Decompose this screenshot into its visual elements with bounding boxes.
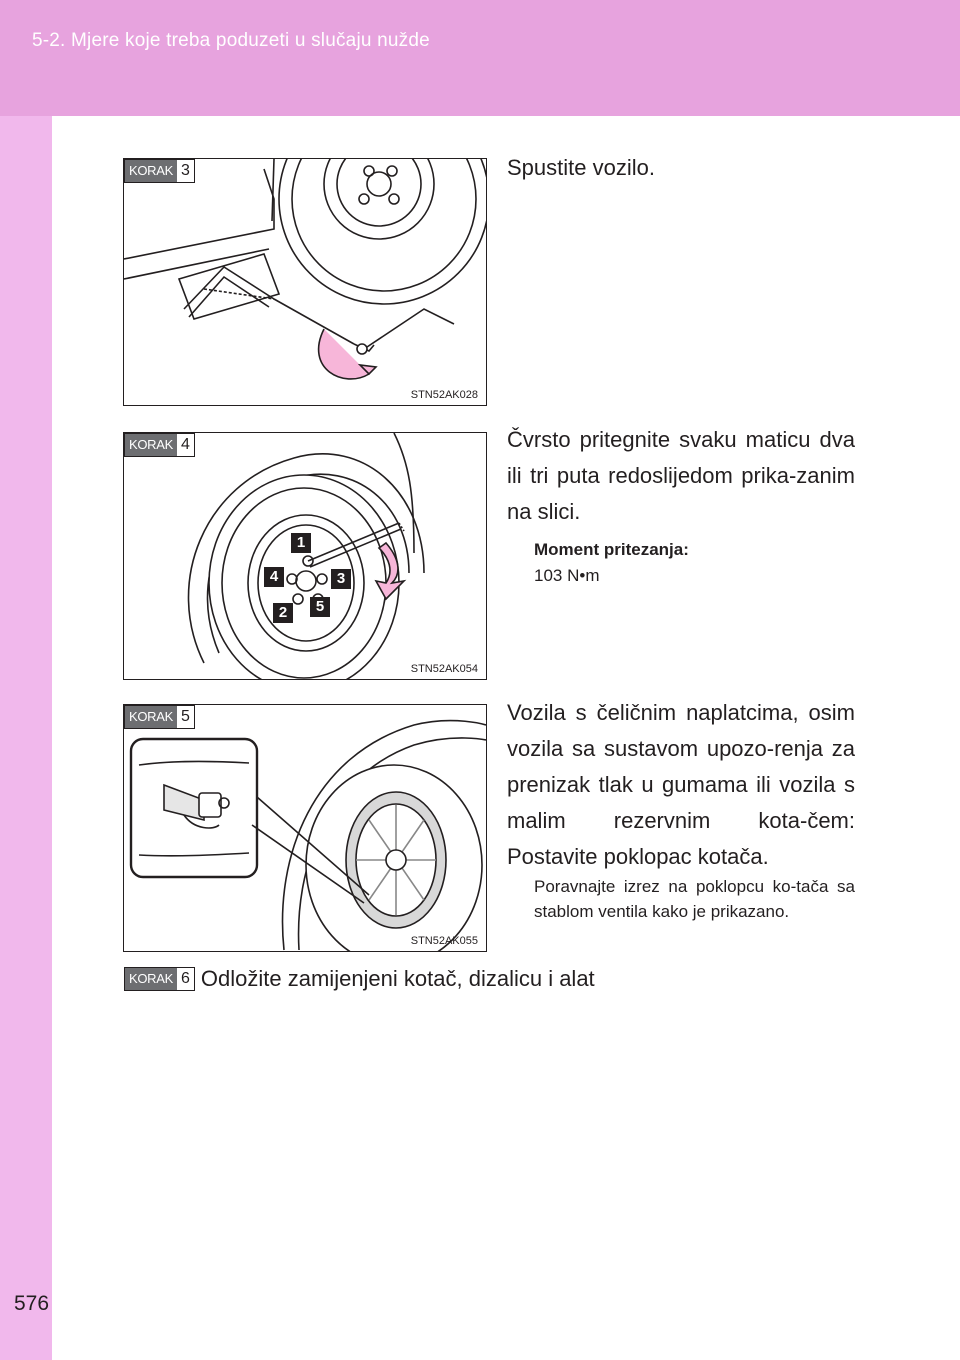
figure-wheel-cover [123,704,487,952]
page-header [0,0,960,116]
order-marker-5: 5 [310,597,330,617]
step-badge-3: KORAK 3 [124,159,195,183]
step-5-text: Vozila s čeličnim naplatcima, osim vozila sa sustavom upozo-renja za prenizak tlak u gumama ili vozila s malim rezervnim kota-čem: Postavite poklopac kotača. [507,700,855,869]
jack-lowering-illustration [124,159,486,405]
torque-label: Moment pritezanja: [534,540,689,559]
figure-code: STN52AK055 [410,935,478,947]
step-badge-6: KORAK 6 [124,967,195,991]
side-tab [0,116,52,1360]
figure-code: STN52AK028 [410,389,478,401]
wheel-tightening-illustration [124,433,486,679]
order-marker-4: 4 [264,567,284,587]
step-badge-5: KORAK 5 [124,705,195,729]
page-number: 576 [14,1292,50,1315]
step-6-text: Odložite zamijenjeni kotač, dizalicu i alat [200,966,595,991]
order-marker-3: 3 [331,569,351,589]
wheel-cover-illustration [124,705,486,951]
figure-lower-vehicle [123,158,487,406]
order-marker-2: 2 [273,603,293,623]
torque-value: 103 N•m [534,566,600,585]
figure-tighten-nuts [123,432,487,680]
step-5-note: Poravnajte izrez na poklopcu ko-tača sa stablom ventila kako je prikazano. [534,877,855,921]
figure-code: STN52AK054 [410,663,478,675]
section-title: 5-2. Mjere koje treba poduzeti u slučaju nužde [32,30,430,51]
step-4-text: Čvrsto pritegnite svaku maticu dva ili tri puta redoslijedom prika-zanim na slici. [507,427,855,524]
step-3-text: Spustite vozilo. [507,155,655,180]
order-marker-1: 1 [291,533,311,553]
step-6 [124,966,595,992]
step-badge-4: KORAK 4 [124,433,195,457]
